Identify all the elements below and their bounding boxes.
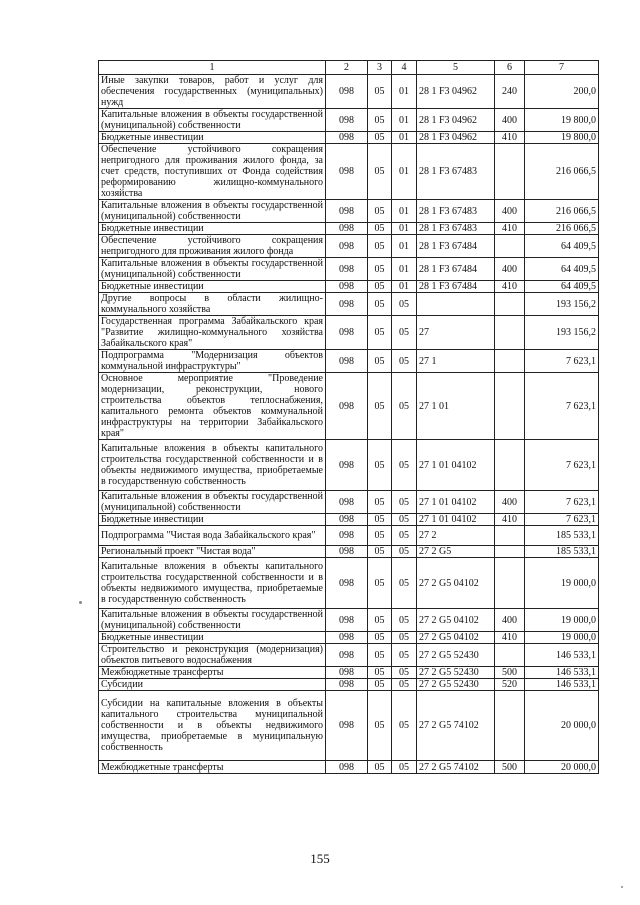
- row-target-code-cell: 28 1 F3 67484: [417, 258, 495, 281]
- row-target-code-cell: 28 1 F3 67483: [417, 223, 495, 235]
- row-subsection-cell: 05: [392, 679, 417, 691]
- row-subsection-cell: 01: [392, 258, 417, 281]
- row-grbs-cell: 098: [326, 350, 368, 373]
- row-amount-cell: 146 533,1: [525, 644, 599, 667]
- header-col-1: 1: [99, 61, 326, 75]
- row-grbs-cell: 098: [326, 316, 368, 350]
- row-section-cell: 05: [368, 691, 392, 761]
- row-grbs-cell: 098: [326, 761, 368, 774]
- row-expense-type-cell: [495, 293, 525, 316]
- page-number: 155: [310, 851, 330, 866]
- row-expense-type-cell: 410: [495, 632, 525, 644]
- table-row: [99, 514, 599, 526]
- row-expense-type-cell: 400: [495, 609, 525, 632]
- row-grbs-cell: 098: [326, 258, 368, 281]
- row-subsection-cell: 05: [392, 609, 417, 632]
- row-expense-type-cell: 410: [495, 514, 525, 526]
- row-grbs-cell: 098: [326, 293, 368, 316]
- table-row: [99, 373, 599, 440]
- row-expense-type-cell: 410: [495, 281, 525, 293]
- row-grbs-cell: 098: [326, 691, 368, 761]
- row-subsection-cell: 05: [392, 667, 417, 679]
- row-subsection-cell: 05: [392, 761, 417, 774]
- row-expense-type-cell: 400: [495, 258, 525, 281]
- row-section-cell: 05: [368, 132, 392, 144]
- row-subsection-cell: 05: [392, 644, 417, 667]
- row-name-cell: Основное мероприятие "Проведение модернизации, реконструкции, нового строительства объектов теплоснабжения, капитального ремонта объектов коммунальной инфраструктуры на территории Забайкальского края": [99, 373, 326, 440]
- row-target-code-cell: 28 1 F3 67483: [417, 144, 495, 200]
- table-row: [99, 258, 599, 281]
- row-name-cell: Капитальные вложения в объекты государственной (муниципальной) собственности: [99, 609, 326, 632]
- table-row: [99, 679, 599, 691]
- row-name-cell: Подпрограмма "Модернизация объектов коммунальной инфраструктуры": [99, 350, 326, 373]
- row-expense-type-cell: 400: [495, 109, 525, 132]
- row-target-code-cell: 27 2 G5 74102: [417, 761, 495, 774]
- row-section-cell: 05: [368, 200, 392, 223]
- row-amount-cell: 64 409,5: [525, 281, 599, 293]
- row-name-cell: Капитальные вложения в объекты государственной (муниципальной) собственности: [99, 491, 326, 514]
- row-name-cell: Капитальные вложения в объекты капитального строительства государственной собственности и в объекты недвижимого имущества, приобретаемые в государственную собственность: [99, 440, 326, 491]
- row-target-code-cell: 28 1 F3 67484: [417, 235, 495, 258]
- table-row: [99, 691, 599, 761]
- row-expense-type-cell: [495, 644, 525, 667]
- row-name-cell: Обеспечение устойчивого сокращения непригодного для проживания жилого фонда, за счет средств, поступивших от Фонда содействия реформированию жилищно-коммунального хозяйства: [99, 144, 326, 200]
- row-amount-cell: 193 156,2: [525, 293, 599, 316]
- row-subsection-cell: 05: [392, 558, 417, 609]
- row-target-code-cell: 27 2 G5: [417, 546, 495, 558]
- row-section-cell: 05: [368, 514, 392, 526]
- row-target-code-cell: 27 1: [417, 350, 495, 373]
- table-row: [99, 761, 599, 774]
- row-grbs-cell: 098: [326, 75, 368, 109]
- row-name-cell: Капитальные вложения в объекты государственной (муниципальной) собственности: [99, 109, 326, 132]
- row-section-cell: 05: [368, 558, 392, 609]
- row-target-code-cell: 28 1 F3 67483: [417, 200, 495, 223]
- row-target-code-cell: 27 2 G5 52430: [417, 679, 495, 691]
- row-section-cell: 05: [368, 679, 392, 691]
- row-subsection-cell: 01: [392, 75, 417, 109]
- row-subsection-cell: 05: [392, 440, 417, 491]
- row-target-code-cell: 27 2 G5 74102: [417, 691, 495, 761]
- row-amount-cell: 7 623,1: [525, 440, 599, 491]
- row-expense-type-cell: [495, 144, 525, 200]
- row-amount-cell: 19 800,0: [525, 109, 599, 132]
- table-header: [99, 61, 599, 75]
- row-subsection-cell: 05: [392, 691, 417, 761]
- row-amount-cell: 20 000,0: [525, 761, 599, 774]
- row-subsection-cell: 01: [392, 235, 417, 258]
- row-subsection-cell: 05: [392, 491, 417, 514]
- table-row: [99, 235, 599, 258]
- row-grbs-cell: 098: [326, 679, 368, 691]
- row-amount-cell: 200,0: [525, 75, 599, 109]
- row-expense-type-cell: [495, 546, 525, 558]
- row-section-cell: 05: [368, 644, 392, 667]
- row-section-cell: 05: [368, 761, 392, 774]
- row-amount-cell: 216 066,5: [525, 144, 599, 200]
- row-subsection-cell: 05: [392, 546, 417, 558]
- row-expense-type-cell: 500: [495, 761, 525, 774]
- row-name-cell: Межбюджетные трансферты: [99, 667, 326, 679]
- row-amount-cell: 7 623,1: [525, 514, 599, 526]
- row-amount-cell: 193 156,2: [525, 316, 599, 350]
- row-grbs-cell: 098: [326, 281, 368, 293]
- row-name-cell: Региональный проект "Чистая вода": [99, 546, 326, 558]
- row-expense-type-cell: 410: [495, 223, 525, 235]
- row-target-code-cell: 27 2 G5 52430: [417, 644, 495, 667]
- table-row: [99, 350, 599, 373]
- row-subsection-cell: 05: [392, 514, 417, 526]
- row-target-code-cell: 27 2 G5 52430: [417, 667, 495, 679]
- row-section-cell: 05: [368, 667, 392, 679]
- row-expense-type-cell: [495, 440, 525, 491]
- scan-speck: [79, 601, 82, 604]
- header-row: [99, 61, 599, 75]
- scan-speck: [621, 886, 623, 888]
- row-subsection-cell: 05: [392, 632, 417, 644]
- row-name-cell: Капитальные вложения в объекты капитального строительства государственной собственности и в объекты недвижимого имущества, приобретаемые в государственную собственность: [99, 558, 326, 609]
- row-target-code-cell: 28 1 F3 04962: [417, 132, 495, 144]
- row-target-code-cell: [417, 293, 495, 316]
- row-grbs-cell: 098: [326, 632, 368, 644]
- row-section-cell: 05: [368, 235, 392, 258]
- row-name-cell: Бюджетные инвестиции: [99, 223, 326, 235]
- row-grbs-cell: 098: [326, 526, 368, 546]
- row-amount-cell: 19 800,0: [525, 132, 599, 144]
- header-col-3: 3: [368, 61, 392, 75]
- row-target-code-cell: 27 1 01 04102: [417, 514, 495, 526]
- row-amount-cell: 7 623,1: [525, 350, 599, 373]
- row-subsection-cell: 01: [392, 223, 417, 235]
- row-name-cell: Обеспечение устойчивого сокращения непригодного для проживания жилого фонда: [99, 235, 326, 258]
- row-target-code-cell: 27 1 01 04102: [417, 440, 495, 491]
- row-amount-cell: 64 409,5: [525, 235, 599, 258]
- row-name-cell: Строительство и реконструкция (модернизация) объектов питьевого водоснабжения: [99, 644, 326, 667]
- row-amount-cell: 216 066,5: [525, 223, 599, 235]
- row-section-cell: 05: [368, 526, 392, 546]
- row-name-cell: Бюджетные инвестиции: [99, 632, 326, 644]
- row-section-cell: 05: [368, 546, 392, 558]
- row-expense-type-cell: [495, 691, 525, 761]
- header-col-2: 2: [326, 61, 368, 75]
- table-row: [99, 526, 599, 546]
- row-grbs-cell: 098: [326, 440, 368, 491]
- table-row: [99, 440, 599, 491]
- header-col-4: 4: [392, 61, 417, 75]
- row-expense-type-cell: [495, 316, 525, 350]
- row-section-cell: 05: [368, 491, 392, 514]
- row-subsection-cell: 01: [392, 281, 417, 293]
- row-subsection-cell: 01: [392, 109, 417, 132]
- row-expense-type-cell: [495, 558, 525, 609]
- row-target-code-cell: 28 1 F3 04962: [417, 109, 495, 132]
- table-row: [99, 316, 599, 350]
- row-section-cell: 05: [368, 350, 392, 373]
- row-expense-type-cell: 410: [495, 132, 525, 144]
- header-col-7: 7: [525, 61, 599, 75]
- row-name-cell: Межбюджетные трансферты: [99, 761, 326, 774]
- row-grbs-cell: 098: [326, 558, 368, 609]
- table-row: [99, 644, 599, 667]
- row-section-cell: 05: [368, 609, 392, 632]
- table-row: [99, 632, 599, 644]
- row-section-cell: 05: [368, 258, 392, 281]
- row-grbs-cell: 098: [326, 223, 368, 235]
- row-subsection-cell: 01: [392, 132, 417, 144]
- budget-table: [98, 60, 599, 774]
- row-target-code-cell: 27 2: [417, 526, 495, 546]
- row-grbs-cell: 098: [326, 109, 368, 132]
- row-section-cell: 05: [368, 223, 392, 235]
- row-amount-cell: 20 000,0: [525, 691, 599, 761]
- header-col-5: 5: [417, 61, 495, 75]
- row-target-code-cell: 27 1 01 04102: [417, 491, 495, 514]
- table-row: [99, 109, 599, 132]
- row-name-cell: Бюджетные инвестиции: [99, 281, 326, 293]
- header-col-6: 6: [495, 61, 525, 75]
- row-subsection-cell: 05: [392, 293, 417, 316]
- row-expense-type-cell: [495, 526, 525, 546]
- table-row: [99, 144, 599, 200]
- row-amount-cell: 146 533,1: [525, 667, 599, 679]
- row-subsection-cell: 05: [392, 316, 417, 350]
- row-expense-type-cell: [495, 373, 525, 440]
- row-amount-cell: 146 533,1: [525, 679, 599, 691]
- row-amount-cell: 216 066,5: [525, 200, 599, 223]
- row-name-cell: Бюджетные инвестиции: [99, 132, 326, 144]
- row-section-cell: 05: [368, 281, 392, 293]
- row-target-code-cell: 27: [417, 316, 495, 350]
- row-grbs-cell: 098: [326, 373, 368, 440]
- table-body: [99, 75, 599, 774]
- row-name-cell: Субсидии: [99, 679, 326, 691]
- row-expense-type-cell: 240: [495, 75, 525, 109]
- row-expense-type-cell: 520: [495, 679, 525, 691]
- row-subsection-cell: 05: [392, 526, 417, 546]
- table-row: [99, 546, 599, 558]
- row-name-cell: Субсидии на капитальные вложения в объекты капитального строительства муниципальной собственности и в объекты недвижимого имущества, приобретаемые в муниципальную собственность: [99, 691, 326, 761]
- row-name-cell: Другие вопросы в области жилищно-коммунального хозяйства: [99, 293, 326, 316]
- row-grbs-cell: 098: [326, 644, 368, 667]
- table-row: [99, 132, 599, 144]
- row-amount-cell: 7 623,1: [525, 373, 599, 440]
- row-name-cell: Капитальные вложения в объекты государственной (муниципальной) собственности: [99, 200, 326, 223]
- row-grbs-cell: 098: [326, 546, 368, 558]
- row-grbs-cell: 098: [326, 132, 368, 144]
- row-section-cell: 05: [368, 632, 392, 644]
- row-grbs-cell: 098: [326, 667, 368, 679]
- row-amount-cell: 185 533,1: [525, 526, 599, 546]
- table-row: [99, 667, 599, 679]
- table-row: [99, 200, 599, 223]
- row-amount-cell: 19 000,0: [525, 609, 599, 632]
- row-section-cell: 05: [368, 316, 392, 350]
- row-section-cell: 05: [368, 144, 392, 200]
- row-name-cell: Подпрограмма "Чистая вода Забайкальского края": [99, 526, 326, 546]
- row-amount-cell: 19 000,0: [525, 558, 599, 609]
- table-row: [99, 223, 599, 235]
- table-row: [99, 281, 599, 293]
- row-section-cell: 05: [368, 109, 392, 132]
- row-grbs-cell: 098: [326, 491, 368, 514]
- row-name-cell: Капитальные вложения в объекты государственной (муниципальной) собственности: [99, 258, 326, 281]
- row-expense-type-cell: [495, 350, 525, 373]
- row-section-cell: 05: [368, 75, 392, 109]
- row-target-code-cell: 28 1 F3 04962: [417, 75, 495, 109]
- row-subsection-cell: 05: [392, 350, 417, 373]
- row-section-cell: 05: [368, 293, 392, 316]
- row-target-code-cell: 27 2 G5 04102: [417, 609, 495, 632]
- row-grbs-cell: 098: [326, 200, 368, 223]
- row-grbs-cell: 098: [326, 609, 368, 632]
- row-amount-cell: 7 623,1: [525, 491, 599, 514]
- row-name-cell: Иные закупки товаров, работ и услуг для обеспечения государственных (муниципальных) нужд: [99, 75, 326, 109]
- row-expense-type-cell: 400: [495, 200, 525, 223]
- table-row: [99, 558, 599, 609]
- table-row: [99, 293, 599, 316]
- row-amount-cell: 64 409,5: [525, 258, 599, 281]
- row-amount-cell: 19 000,0: [525, 632, 599, 644]
- row-section-cell: 05: [368, 440, 392, 491]
- row-target-code-cell: 27 2 G5 04102: [417, 632, 495, 644]
- row-subsection-cell: 01: [392, 144, 417, 200]
- row-expense-type-cell: 500: [495, 667, 525, 679]
- row-target-code-cell: 27 2 G5 04102: [417, 558, 495, 609]
- table-row: [99, 609, 599, 632]
- row-expense-type-cell: [495, 235, 525, 258]
- row-grbs-cell: 098: [326, 514, 368, 526]
- row-amount-cell: 185 533,1: [525, 546, 599, 558]
- row-grbs-cell: 098: [326, 144, 368, 200]
- row-subsection-cell: 05: [392, 373, 417, 440]
- row-target-code-cell: 27 1 01: [417, 373, 495, 440]
- row-section-cell: 05: [368, 373, 392, 440]
- row-name-cell: Бюджетные инвестиции: [99, 514, 326, 526]
- row-name-cell: Государственная программа Забайкальского края "Развитие жилищно-коммунального хозяйства Забайкальского края": [99, 316, 326, 350]
- row-expense-type-cell: 400: [495, 491, 525, 514]
- table-row: [99, 75, 599, 109]
- row-grbs-cell: 098: [326, 235, 368, 258]
- row-subsection-cell: 01: [392, 200, 417, 223]
- table-row: [99, 491, 599, 514]
- row-target-code-cell: 28 1 F3 67484: [417, 281, 495, 293]
